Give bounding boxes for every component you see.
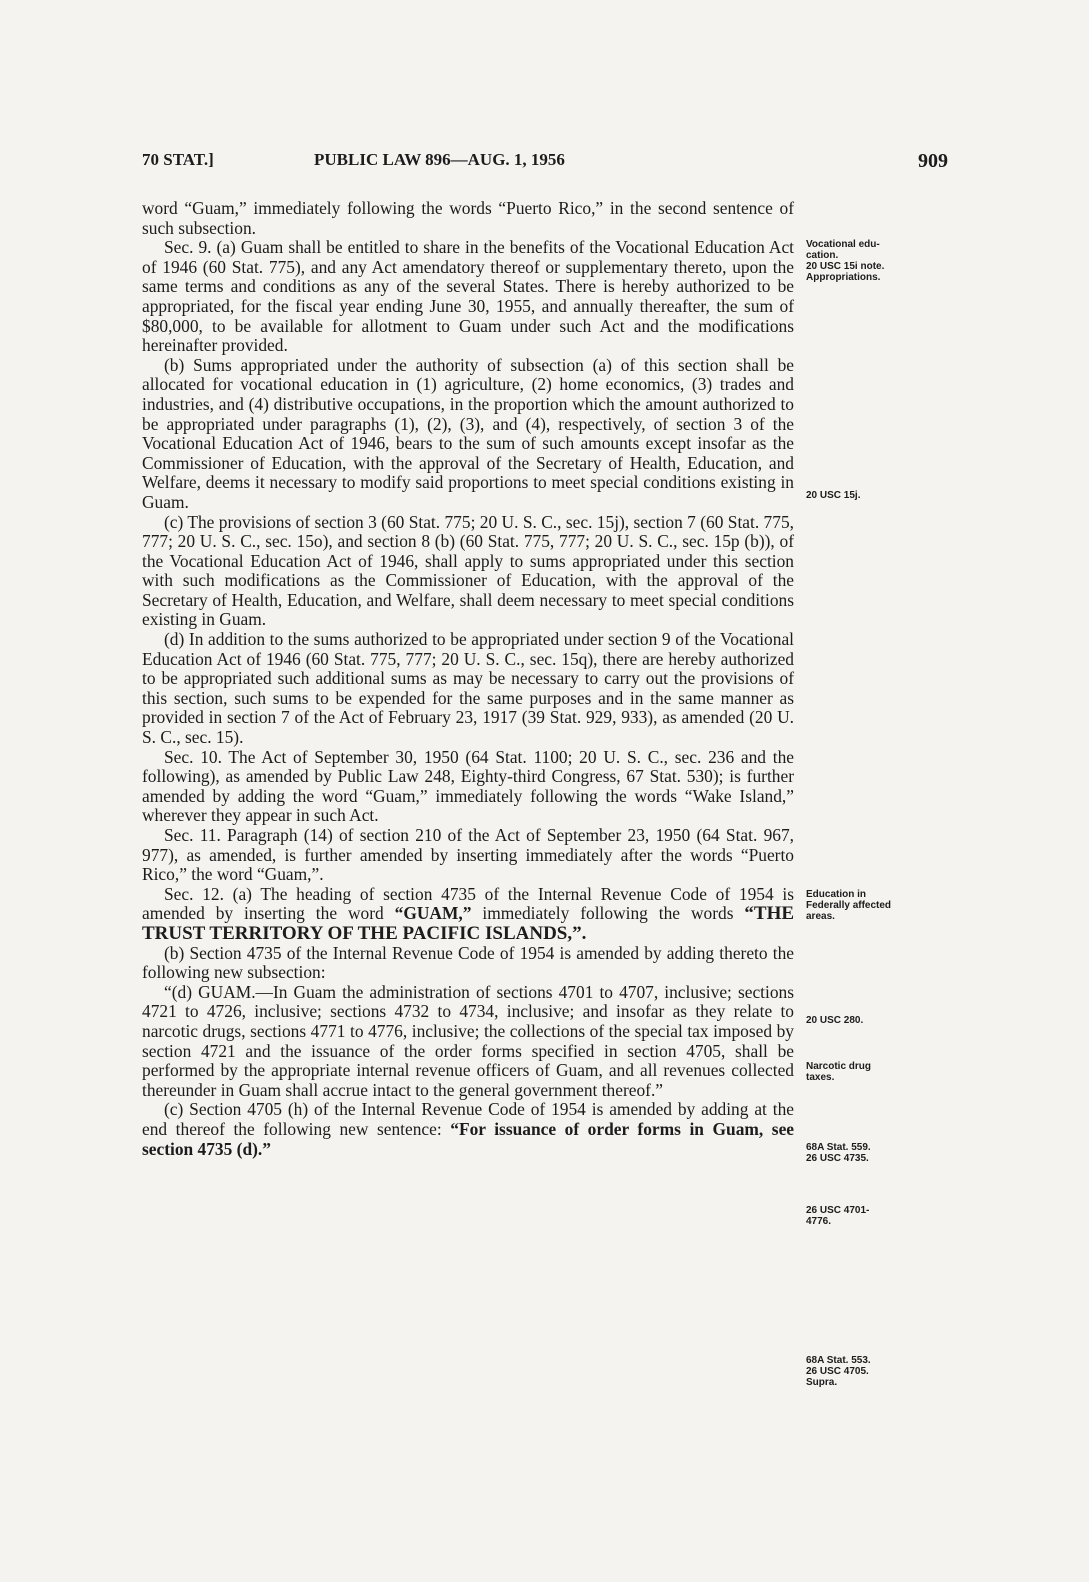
paragraph-sec-9b: (b) Sums appropriated under the authority of subsection (a) of this section shall be allocated for vocational education in (1) agriculture, (2) home economics, (3) trades and industries, and (4) distributive occupations, in the proportion which the amount authorized to be appropriated under paragraphs (1), (2), (3), and (4), respectively, of section 3 of the Vocational Education Act of 1946, bears to the sum of such amounts except insofar as the Commissioner of Education, with the approval of the Secretary of Health, Education, and Welfare, deems it necessary to modify said proportions to meet special conditions existing in Guam.: [142, 354, 794, 512]
paragraph-sec-10: Sec. 10. The Act of September 30, 1950 (64 Stat. 1100; 20 U. S. C., sec. 236 and the following), as amended by Public Law 248, Eighty-third Congress, 67 Stat. 530); is further amended by adding the word “Guam,” immediately following the words “Wake Island,” wherever they appear in such Act.: [142, 746, 794, 826]
note-line: Appropriations.: [806, 272, 881, 283]
note-line: Narcotic drug: [806, 1061, 872, 1072]
main-text: [142, 199, 794, 1159]
note-line: cation.: [806, 250, 839, 261]
margin-note-vocational-education: [806, 239, 946, 283]
note-line: 68A Stat. 553.: [806, 1355, 871, 1366]
margin-note-68a-stat-559: [806, 1142, 946, 1164]
margin-note-narcotic-drug-taxes: [806, 1061, 946, 1083]
margin-note-20-usc-15j: [806, 490, 946, 501]
note-line: Education in: [806, 889, 866, 900]
law-title: PUBLIC LAW 896—AUG. 1, 1956: [314, 150, 565, 169]
paragraph-sec-9c: (c) The provisions of section 3 (60 Stat. 775; 20 U. S. C., sec. 15j), section 7 (60 Stat. 775, 777; 20 U. S. C., sec. 15o), and section 8 (b) (60 Stat. 775, 777; 20 U. S. C., sec. 15p (b)), of the Vocational Education Act of 1946, shall apply to sums appropriated under this section with such modifications as the Commissioner of Education, with the approval of the Secretary of Health, Education, and Welfare, shall deem necessary to meet special conditions existing in Guam.: [142, 511, 794, 630]
paragraph: word “Guam,” immediately following the words “Puerto Rico,” in the second sentence of such subsection.: [142, 198, 794, 238]
note-line: 20 USC 280.: [806, 1015, 864, 1026]
note-line: 26 USC 4701-: [806, 1205, 870, 1216]
margin-note-20-usc-280: [806, 1015, 946, 1026]
margin-note-26-usc-4701: [806, 1205, 946, 1227]
paragraph-sec-12c: [142, 1100, 794, 1159]
statute-volume: 70 STAT.]: [142, 150, 214, 169]
note-line: 4776.: [806, 1216, 832, 1227]
note-line: 20 USC 15j.: [806, 490, 861, 501]
running-header: [142, 150, 948, 174]
paragraph-sec-12a: [142, 885, 794, 944]
sec-12a-bold-heading: “THE TRUST TERRITORY OF THE PACIFIC ISLANDS,”.: [142, 903, 795, 944]
margin-note-education-federally-affected: [806, 889, 946, 922]
sec-12a-text: Sec. 12. (a) The heading of section 4735 of the Internal Revenue Code of 1954 is amended by inserting the word: [142, 883, 794, 924]
note-line: 26 USC 4735.: [806, 1153, 869, 1164]
sec-12a-bold-guam: “GUAM,”: [394, 903, 472, 924]
sec-12a-text-2: immediately following the words: [471, 903, 745, 924]
note-line: 20 USC 15i note.: [806, 261, 885, 272]
paragraph-sec-12b: (b) Section 4735 of the Internal Revenue Code of 1954 is amended by adding thereto the following new subsection:: [142, 942, 794, 983]
note-line: Federally affected: [806, 900, 892, 911]
paragraph-sec-9a: Sec. 9. (a) Guam shall be entitled to share in the benefits of the Vocational Education Act of 1946 (60 Stat. 775), and any Act amendatory thereof or supplementary thereto, upon the same terms and conditions as any of the several States. There is hereby authorized to be appropriated, for the fiscal year ending June 30, 1955, and annually thereafter, the sum of $80,000, to be available for allotment to Guam under such Act and the modifications hereinafter provided.: [142, 237, 794, 356]
note-line: Supra.: [806, 1377, 838, 1388]
sec-12c-text: (c) Section 4705 (h) of the Internal Revenue Code of 1954 is amended by adding at the end thereof the following new sentence:: [142, 1099, 794, 1139]
paragraph-sec-11: Sec. 11. Paragraph (14) of section 210 of the Act of September 23, 1950 (64 Stat. 967, 977), as amended, is further amended by inserting immediately after the words “Puerto Rico,” the word “Guam,”.: [142, 825, 794, 885]
note-line: 26 USC 4705.: [806, 1366, 869, 1377]
page-number: 909: [918, 150, 948, 172]
note-line: Vocational edu-: [806, 239, 880, 250]
paragraph-sec-9d: (d) In addition to the sums authorized to be appropriated under section 9 of the Vocational Education Act of 1946 (60 Stat. 775, 777; 20 U. S. C., sec. 15q), there are hereby authorized to be appropriated such additional sums as may be necessary to carry out the provisions of this section, such sums to be expended for the same purposes and in the same manner as provided in section 7 of the Act of February 23, 1917 (39 Stat. 929, 933), as amended (20 U. S. C., sec. 15).: [142, 629, 794, 748]
note-line: 68A Stat. 559.: [806, 1142, 871, 1153]
paragraph-quoted-subsection: “(d) GUAM.—In Guam the administration of sections 4701 to 4707, inclusive; sections 4721 to 4726, inclusive; sections 4732 to 4734, inclusive; and insofar as they relate to narcotic drugs, sections 4771 to 4776, inclusive; the collections of the special tax imposed by section 4721 and the issuance of the order forms specified in section 4705, shall be performed by the appropriate internal revenue officers of Guam, and all revenues collected thereunder in Guam shall accrue intact to the general government thereof.”: [142, 981, 794, 1100]
margin-note-68a-stat-553: [806, 1355, 946, 1388]
note-line: taxes.: [806, 1072, 835, 1083]
sec-12c-bold-sentence: “For issuance of order forms in Guam, see section 4735 (d).”: [142, 1118, 795, 1159]
note-line: areas.: [806, 911, 835, 922]
